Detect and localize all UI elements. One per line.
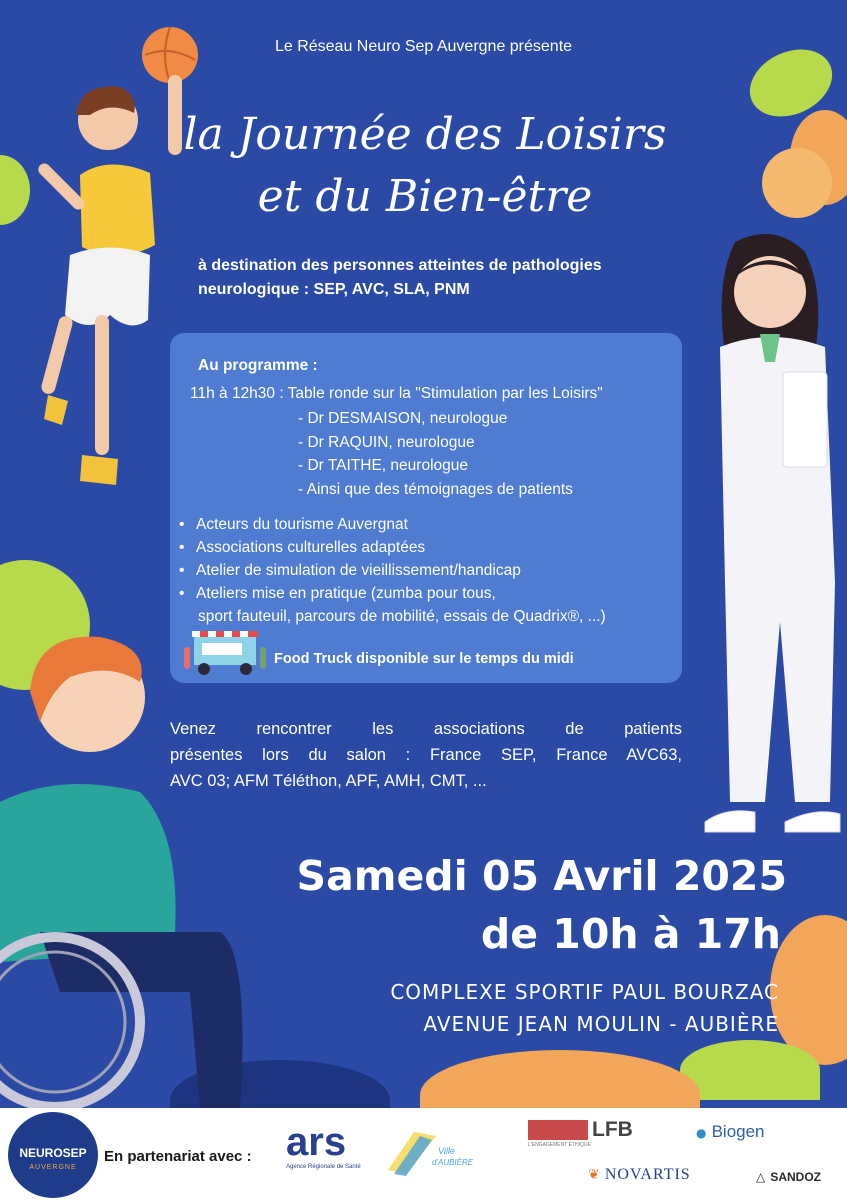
doctor-illustration: [665, 222, 847, 842]
activity-item: • Associations culturelles adaptées: [178, 536, 606, 559]
speaker-item: - Dr TAITHE, neurologue: [298, 457, 468, 474]
activity-item-continuation: sport fauteuil, parcours de mobilité, essais de Quadrix®, ...): [198, 608, 606, 625]
biogen-mark-icon: ●: [696, 1126, 707, 1140]
sandoz-mark-icon: △: [756, 1170, 766, 1184]
lfb-logo-blocks: [528, 1120, 588, 1140]
associations-line: présentes lors du salon : France SEP, France AVC63,: [170, 746, 682, 764]
program-heading: Au programme :: [198, 357, 318, 374]
ars-logo: [286, 1120, 366, 1186]
decor-blob-green-bottom: [680, 1040, 820, 1100]
venue-address: AVENUE JEAN MOULIN - AUBIÈRE: [423, 1012, 779, 1036]
ars-logo-subtext: Agence Régionale de Santé: [286, 1164, 361, 1170]
speaker-list: [298, 407, 573, 501]
event-date: Samedi 05 Avril 2025: [296, 852, 787, 900]
neurosep-logo-text: NEUROSEP: [19, 1146, 87, 1160]
event-title-line-2: et du Bien-être: [257, 171, 593, 222]
event-hours: de 10h à 17h: [480, 910, 781, 958]
speaker-item: - Dr DESMAISON, neurologue: [298, 410, 508, 427]
ville-logo-subtext: d'AUBIÈRE: [432, 1158, 474, 1167]
venue-name: COMPLEXE SPORTIF PAUL BOURZAC: [390, 980, 779, 1004]
novartis-logo-text: NOVARTIS: [604, 1166, 691, 1183]
audience-line-1: à destination des personnes atteintes de pathologies: [198, 257, 602, 274]
partners-footer: [0, 1108, 847, 1200]
ville-logo-text: Ville: [438, 1146, 455, 1156]
ville-aubiere-emblem: [384, 1126, 440, 1178]
roundtable-line: 11h à 12h30 : Table ronde sur la "Stimulation par les Loisirs": [190, 385, 603, 402]
partnership-label: En partenariat avec :: [104, 1148, 252, 1165]
activity-item: • Atelier de simulation de vieillissement/handicap: [178, 559, 606, 582]
activity-item: • Ateliers mise en pratique (zumba pour tous,: [178, 582, 606, 605]
ville-aubiere-logo: [384, 1126, 474, 1192]
food-truck-text: Food Truck disponible sur le temps du midi: [274, 651, 574, 667]
associations-paragraph: [170, 716, 682, 794]
associations-line: Venez rencontrer les associations de patients: [170, 720, 682, 738]
lfb-logo: [528, 1118, 633, 1150]
biogen-logo-text: Biogen: [711, 1122, 765, 1141]
event-title-line-1: la Journée des Loisirs: [183, 109, 667, 160]
sandoz-logo: [756, 1166, 821, 1185]
ars-logo-text: ars: [286, 1120, 347, 1164]
speaker-item: - Dr RAQUIN, neurologue: [298, 433, 475, 451]
sandoz-logo-text: SANDOZ: [770, 1170, 821, 1184]
associations-line: AVC 03; AFM Téléthon, APF, AMH, CMT, ...: [170, 772, 487, 790]
presenter-line: Le Réseau Neuro Sep Auvergne présente: [274, 38, 573, 55]
wheelchair-user-illustration: [0, 632, 260, 1110]
novartis-logo: [588, 1164, 691, 1184]
biogen-logo: [696, 1122, 765, 1142]
decor-blob-orange-right: [762, 148, 832, 218]
speaker-item: - Ainsi que des témoignages de patients: [298, 480, 573, 498]
lfb-logo-subtext: L'ENGAGEMENT ÉTHIQUE: [528, 1142, 591, 1148]
novartis-flame-icon: ❦: [588, 1167, 600, 1183]
lfb-logo-text: LFB: [592, 1118, 633, 1141]
activity-list: [178, 513, 606, 628]
audience-text: [198, 254, 758, 302]
food-truck-icon: [184, 629, 270, 677]
program-box: [170, 333, 682, 683]
neurosep-logo: [8, 1112, 98, 1198]
audience-line-2: neurologique : SEP, AVC, SLA, PNM: [198, 281, 470, 298]
neurosep-logo-subtext: AUVERGNE: [29, 1164, 77, 1171]
activity-item: • Acteurs du tourisme Auvergnat: [178, 513, 606, 536]
